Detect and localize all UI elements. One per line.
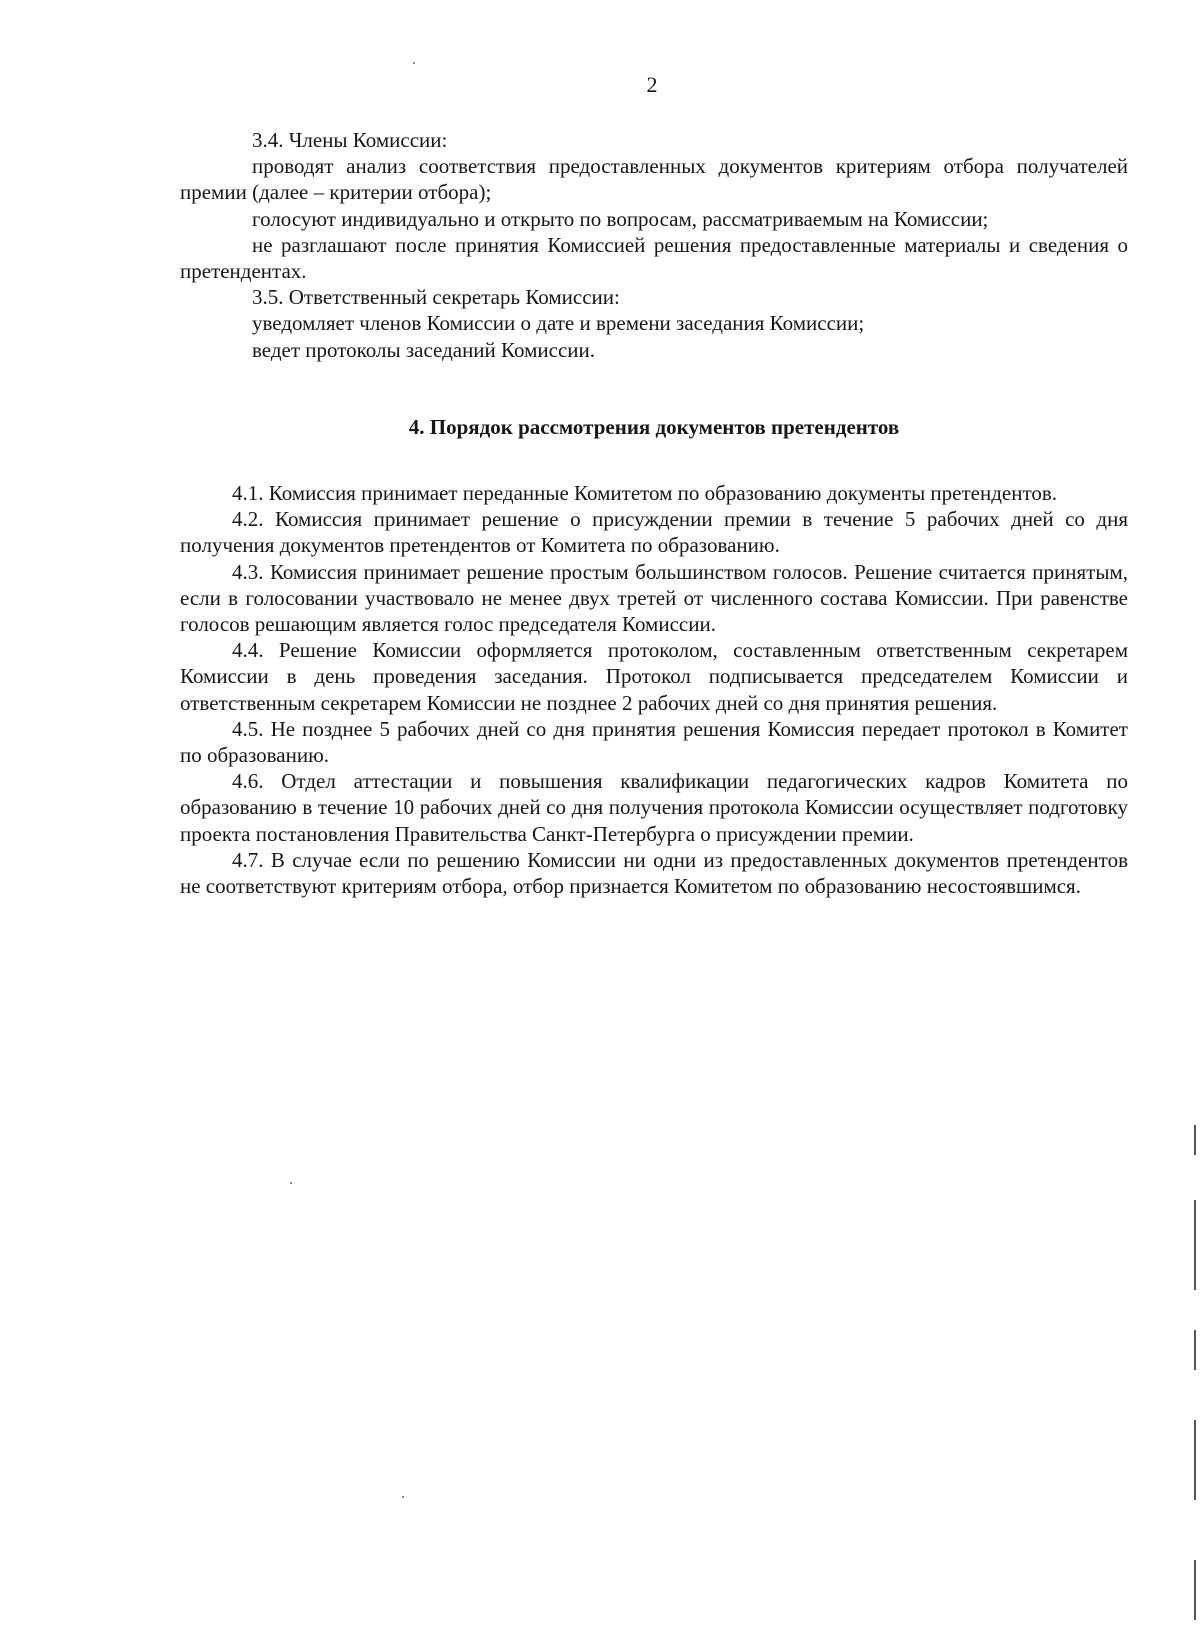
paragraph-4-4: 4.4. Решение Комиссии оформляется протоколом, составленным ответственным секретарем Комиссии в день проведения заседания. Протокол подписывается председателем Комиссии и ответственным секретарем Комиссии не позднее 2 рабочих дней со дня принятия решения.	[180, 638, 1128, 715]
paragraph-3-5-item-minutes: ведет протоколы заседаний Комиссии.	[252, 337, 595, 362]
paragraph-4-2: 4.2. Комиссия принимает решение о присуждении премии в течение 5 рабочих дней со дня получения документов претендентов от Комитета по образованию.	[180, 507, 1128, 558]
paragraph-3-4-item-analysis: проводят анализ соответствия предоставленных документов критериям отбора получателей премии (далее – критерии отбора);	[180, 154, 1128, 205]
scan-edge-mark	[1194, 1125, 1196, 1155]
paragraph-3-5-title: 3.5. Ответственный секретарь Комиссии:	[252, 285, 620, 310]
paragraph-4-7: 4.7. В случае если по решению Комиссии ни одни из предоставленных документов претендентов не соответствуют критериям отбора, отбор признается Комитетом по образованию несостоявшимся.	[180, 847, 1128, 899]
scan-edge-mark	[1194, 1420, 1196, 1500]
paragraph-3-4-item-confidentiality: не разглашают после принятия Комиссией решения предоставленные материалы и сведения о претендентах.	[180, 232, 1128, 284]
page-number: 2	[646, 72, 658, 97]
scan-speck	[402, 1496, 404, 1498]
paragraph-4-1: 4.1. Комиссия принимает переданные Комитетом по образованию документы претендентов.	[232, 481, 1058, 505]
section-4-text	[180, 480, 1128, 899]
section-3-text	[180, 127, 1128, 363]
scan-speck	[290, 1182, 292, 1184]
paragraph-4-5: 4.5. Не позднее 5 рабочих дней со дня принятия решения Комиссия передает протокол в Комитет по образованию.	[180, 716, 1128, 768]
paragraph-4-6: 4.6. Отдел аттестации и повышения квалификации педагогических кадров Комитета по образованию в течение 10 рабочих дней со дня получения протокола Комиссии осуществляет подготовку проекта постановления Правительства Санкт-Петербурга о присуждении премии.	[180, 769, 1128, 846]
scan-edge-mark	[1194, 1560, 1196, 1620]
paragraph-4-3: 4.3. Комиссия принимает решение простым большинством голосов. Решение считается принятым, если в голосовании участвовало не менее двух третей от численного состава Комиссии. При равенстве голосов решающим является голос председателя Комиссии.	[180, 559, 1128, 637]
scan-edge-mark	[1194, 1200, 1196, 1290]
paragraph-3-4-item-vote: голосуют индивидуально и открыто по вопросам, рассматриваемым на Комиссии;	[252, 206, 989, 231]
paragraph-3-4-title: 3.4. Члены Комиссии:	[252, 128, 448, 152]
section-4-heading: 4. Порядок рассмотрения документов претендентов	[408, 415, 900, 439]
scan-edge-mark	[1194, 1330, 1196, 1370]
scan-speck	[413, 62, 415, 64]
paragraph-3-5-item-notify: уведомляет членов Комиссии о дате и времени заседания Комиссии;	[252, 311, 865, 336]
